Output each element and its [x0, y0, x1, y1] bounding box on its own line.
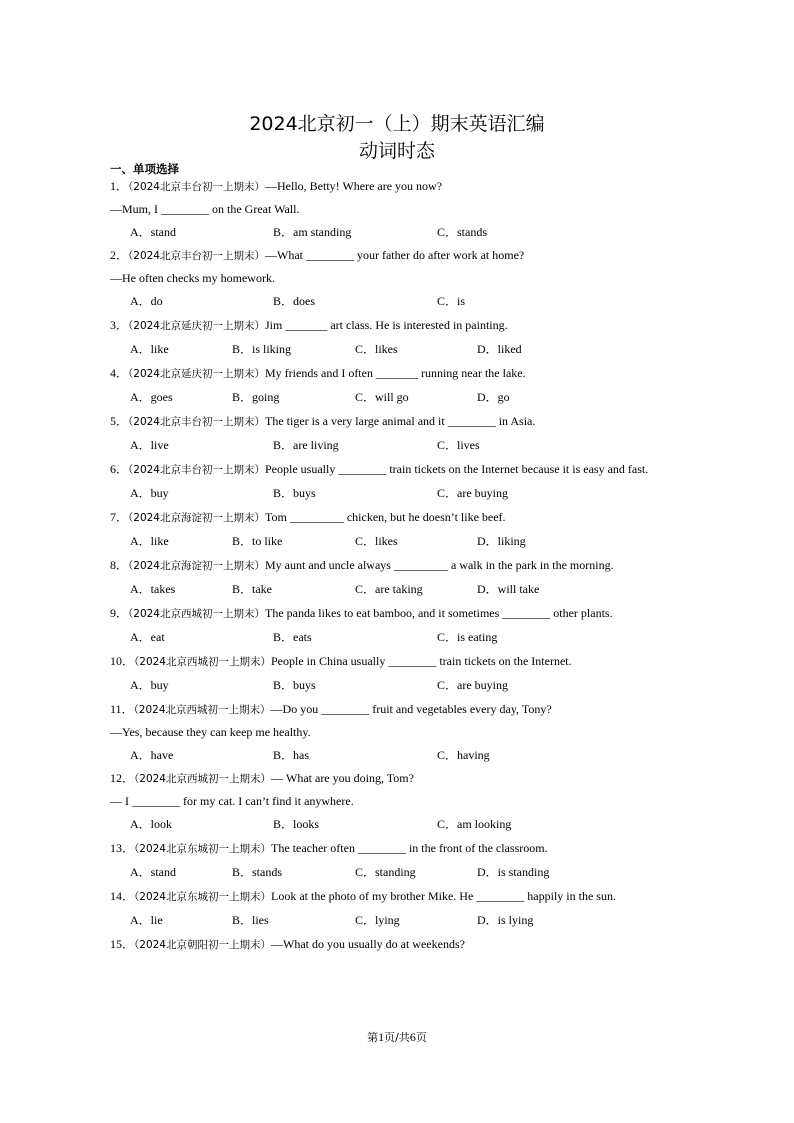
answer-option: A．goes — [130, 390, 173, 404]
answer-option: B．eats — [273, 630, 312, 644]
question-stem — [110, 248, 524, 263]
answer-option: A．like — [130, 342, 169, 356]
page-subtitle: 动词时态 — [358, 140, 435, 162]
answer-option: B．has — [273, 748, 310, 762]
question-number: 13． — [110, 841, 135, 855]
answer-option: C．standing — [355, 865, 416, 879]
question-text: My friends and I often _______ running near the lake. — [265, 366, 526, 380]
question-number: 6． — [110, 462, 129, 476]
answer-option: B．to like — [232, 534, 283, 548]
question-source: （2024北京丰台初一上期末） — [128, 416, 265, 428]
answer-option: B．are living — [273, 438, 339, 452]
question-text: —Hello, Betty! Where are you now? — [265, 179, 443, 193]
question-source: （2024北京朝阳初一上期末） — [134, 939, 271, 951]
answer-option: C．are buying — [437, 678, 508, 692]
answer-option: A．do — [130, 294, 163, 308]
question-text: Tom _________ chicken, but he doesn’t like beef. — [265, 510, 506, 524]
question-text: People in China usually ________ train tickets on the Internet. — [271, 654, 572, 668]
question-stem — [110, 771, 414, 786]
answer-option: C．will go — [355, 390, 409, 404]
question-source: （2024北京西城初一上期末） — [133, 704, 271, 716]
question-text: The panda likes to eat bamboo, and it sometimes ________ other plants. — [265, 606, 613, 620]
question-text: People usually ________ train tickets on the Internet because it is easy and fast. — [265, 462, 649, 476]
question-source: （2024北京丰台初一上期末） — [128, 181, 265, 193]
answer-option: A．stand — [130, 225, 176, 239]
answer-option: B．buys — [273, 486, 316, 500]
question-number: 10． — [110, 654, 135, 668]
question-number: 11． — [110, 702, 134, 716]
question-dialogue-line: —Yes, because they can keep me healthy. — [110, 725, 311, 739]
question-number: 8． — [110, 558, 129, 572]
question-text: —What ________ your father do after work at home? — [265, 248, 525, 262]
question-text: — What are you doing, Tom? — [271, 771, 414, 785]
answer-option: C．lying — [355, 913, 400, 927]
question-number: 1． — [110, 179, 129, 193]
answer-option: B．buys — [273, 678, 316, 692]
question-source: （2024北京东城初一上期末） — [134, 843, 271, 855]
page-footer: 第1页/共6页 — [367, 1030, 427, 1044]
answer-option: C．are taking — [355, 582, 423, 596]
question-source: （2024北京丰台初一上期末） — [128, 464, 265, 476]
section-heading: 一、单项选择 — [110, 162, 179, 176]
answer-option: B．take — [232, 582, 272, 596]
question-dialogue-line: — I ________ for my cat. I can’t find it anywhere. — [110, 794, 354, 808]
question-source: （2024北京延庆初一上期末） — [128, 320, 265, 332]
question-source: （2024北京海淀初一上期末） — [128, 512, 265, 524]
answer-option: A．lie — [130, 913, 163, 927]
question-number: 2． — [110, 248, 129, 262]
answer-option: B．does — [273, 294, 316, 308]
answer-option: D．is standing — [477, 865, 550, 879]
answer-option: D．liked — [477, 342, 522, 356]
question-number: 9． — [110, 606, 129, 620]
answer-option: B．looks — [273, 817, 320, 831]
answer-option: A．stand — [130, 865, 176, 879]
answer-option: C．is eating — [437, 630, 498, 644]
answer-option: A．have — [130, 748, 174, 762]
question-source: （2024北京海淀初一上期末） — [128, 560, 265, 572]
question-number: 12． — [110, 771, 135, 785]
question-stem — [110, 179, 442, 194]
answer-option: C．am looking — [437, 817, 512, 831]
question-number: 4． — [110, 366, 129, 380]
question-dialogue-line: —He often checks my homework. — [110, 271, 275, 285]
answer-option: B．going — [232, 390, 280, 404]
answer-option: D．liking — [477, 534, 526, 548]
answer-option: C．likes — [355, 342, 398, 356]
answer-option: A．takes — [130, 582, 176, 596]
question-stem — [110, 366, 526, 381]
question-source: （2024北京丰台初一上期末） — [128, 250, 265, 262]
answer-option: D．go — [477, 390, 510, 404]
answer-option: B．am standing — [273, 225, 352, 239]
question-stem — [110, 654, 572, 669]
answer-option: C．is — [437, 294, 466, 308]
question-dialogue-line: —Mum, I ________ on the Great Wall. — [110, 202, 300, 216]
answer-option: A．like — [130, 534, 169, 548]
question-text: Jim _______ art class. He is interested in painting. — [265, 318, 508, 332]
answer-option: C．lives — [437, 438, 480, 452]
question-source: （2024北京西城初一上期末） — [134, 656, 271, 668]
question-stem — [110, 841, 548, 856]
question-stem — [110, 702, 552, 717]
question-number: 15． — [110, 937, 135, 951]
question-stem — [110, 414, 535, 429]
question-text: Look at the photo of my brother Mike. He ________ happily in the sun. — [271, 889, 616, 903]
answer-option: B．stands — [232, 865, 283, 879]
page-title: 2024北京初一（上）期末英语汇编 — [249, 113, 545, 135]
answer-option: C．are buying — [437, 486, 508, 500]
question-stem — [110, 558, 614, 573]
answer-option: A．eat — [130, 630, 165, 644]
question-number: 3． — [110, 318, 129, 332]
answer-option: B．is liking — [232, 342, 292, 356]
answer-option: D．is lying — [477, 913, 534, 927]
question-source: （2024北京西城初一上期末） — [128, 608, 265, 620]
question-source: （2024北京东城初一上期末） — [134, 891, 271, 903]
answer-option: C．likes — [355, 534, 398, 548]
question-stem — [110, 510, 506, 525]
question-number: 5． — [110, 414, 129, 428]
question-source: （2024北京延庆初一上期末） — [128, 368, 265, 380]
question-stem — [110, 318, 508, 333]
answer-option: D．will take — [477, 582, 540, 596]
question-number: 7． — [110, 510, 129, 524]
question-text: The tiger is a very large animal and it ________ in Asia. — [265, 414, 536, 428]
question-text: —What do you usually do at weekends? — [271, 937, 465, 951]
answer-option: A．look — [130, 817, 173, 831]
question-stem — [110, 889, 616, 904]
answer-option: A．live — [130, 438, 169, 452]
question-stem — [110, 937, 465, 952]
question-number: 14． — [110, 889, 135, 903]
question-text: The teacher often ________ in the front of the classroom. — [271, 841, 548, 855]
question-text: —Do you ________ fruit and vegetables every day, Tony? — [270, 702, 552, 716]
question-stem — [110, 606, 613, 621]
answer-option: B．lies — [232, 913, 269, 927]
answer-option: C．having — [437, 748, 490, 762]
question-stem — [110, 462, 648, 477]
answer-option: A．buy — [130, 678, 169, 692]
question-text: My aunt and uncle always _________ a walk in the park in the morning. — [265, 558, 614, 572]
question-source: （2024北京西城初一上期末） — [134, 773, 271, 785]
answer-option: C．stands — [437, 225, 488, 239]
answer-option: A．buy — [130, 486, 169, 500]
